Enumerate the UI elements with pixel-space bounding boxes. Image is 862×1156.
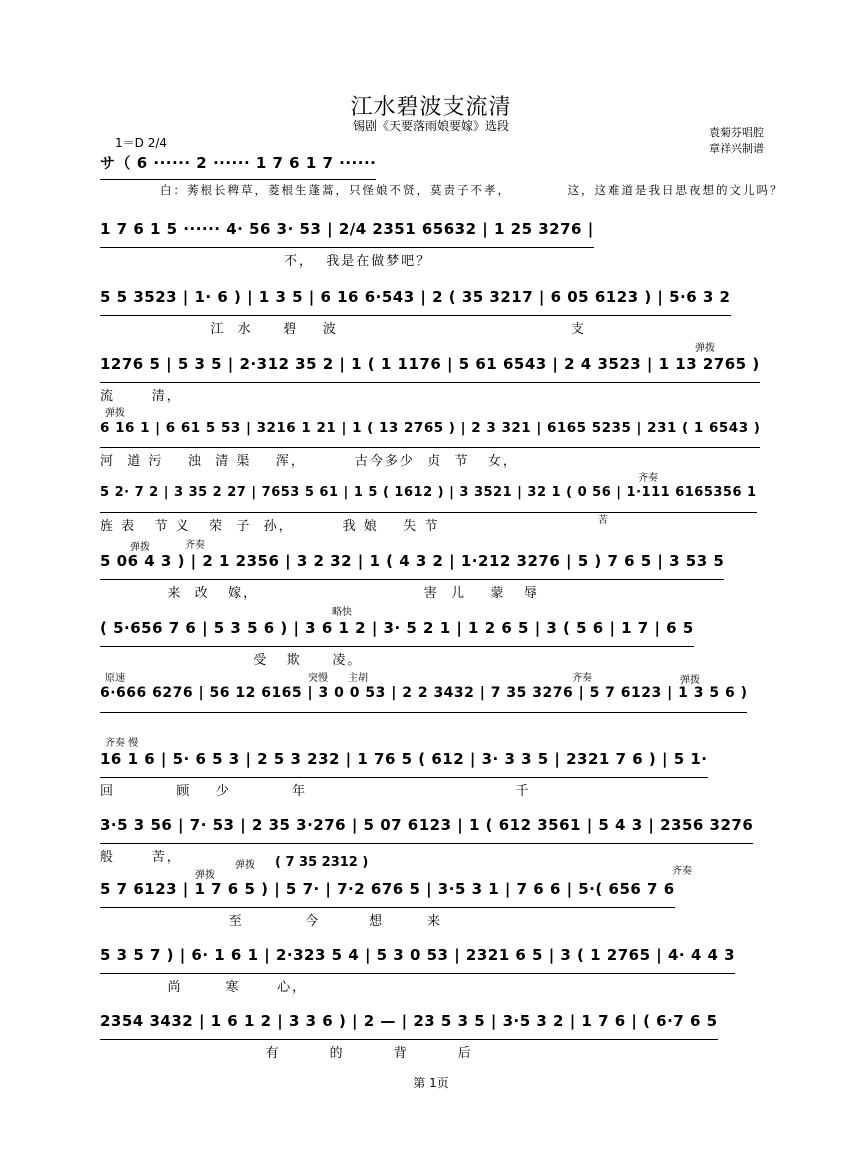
performance-mark: 主胡: [348, 673, 368, 684]
lyric-line: 受 欺 凌。: [100, 653, 363, 668]
lyric-line: 至 今 想 来: [100, 914, 443, 929]
performance-mark: 弹拨: [130, 542, 150, 553]
notation-line: 5 2· 7 2 | 3 35 2 27 | 7653 5 61 | 1 5 ( 1612 ) | 3 3521 | 32 1 ( 0 56 | 1·111 6165356 1: [100, 485, 757, 513]
performance-mark: 齐奏: [572, 673, 592, 684]
performance-mark: 弹拨: [235, 860, 255, 871]
lyric-line: 尚 寒 心，: [100, 980, 308, 995]
lyric-line: 河 道 污 浊 清 渠 浑， 古今多少 贞 节 女，: [100, 454, 518, 469]
notation-line: ( 5·656 7 6 | 5 3 5 6 ) | 3 6 1 2 | 3· 5 2 1 | 1 2 6 5 | 3 ( 5 6 | 1 7 | 6 5: [100, 619, 694, 647]
performance-mark: 齐奏: [672, 866, 692, 877]
performance-mark: 苦: [598, 515, 608, 526]
performance-mark: 弹拨: [695, 343, 715, 354]
notation-line: 6·666 6276 | 56 12 6165 | 3 0 0 53 | 2 2 3432 | 7 35 3276 | 5 7 6123 | 1 3 5 6 ): [100, 685, 747, 713]
performance-mark: 齐奏: [638, 473, 658, 484]
performance-mark: 突慢: [308, 673, 328, 684]
lyric-line: 流 清，: [100, 389, 182, 404]
notation-line: 5 06 4 3 ) | 2 1 2356 | 3 2 32 | 1 ( 4 3 2 | 1·212 3276 | 5 ) 7 6 5 | 3 53 5: [100, 552, 724, 580]
performance-mark: 略快: [332, 607, 352, 618]
lyric-line: 回 顾 少 年 千: [100, 784, 531, 799]
performance-mark: ( 7 35 2312 ): [275, 855, 369, 870]
lyric-line: 白：莠根长稗草，菱根生蓬蒿，只怪娘不贤，莫责子不孝， 这，这难道是我日思夜想的文儿吗？: [160, 183, 784, 197]
lyric-line: 般 苦，: [100, 850, 182, 865]
performance-mark: 原速: [105, 673, 125, 684]
notation-line: 1276 5 | 5 3 5 | 2·312 35 2 | 1 ( 1 1176 | 5 61 6543 | 2 4 3523 | 1 13 2765 ): [100, 355, 760, 383]
performance-mark: 弹拨: [105, 408, 125, 419]
song-title: 江水碧波支流清: [350, 95, 512, 120]
notation-line: 5 7 6123 | 1 7 6 5 ) | 5 7· | 7·2 676 5 | 3·5 3 1 | 7 6 6 | 5·( 656 7 6: [100, 880, 675, 908]
key-signature: 1＝D 2/4: [115, 136, 168, 150]
performance-mark: 齐奏: [185, 540, 205, 551]
lyric-line: 旌 表 节 义 荣 子 孙， 我 娘 失 节: [100, 519, 440, 534]
notation-line: 1 7 6 1 5 ······ 4· 56 3· 53 | 2/4 2351 65632 | 1 25 3276 |: [100, 220, 594, 248]
transcriber-credit: 章祥兴制谱: [709, 142, 764, 155]
lyric-line: 有 的 背 后: [100, 1046, 473, 1061]
singer-credit: 袁菊芬唱腔: [709, 126, 764, 139]
performance-mark: 弹拨: [195, 870, 215, 881]
notation-line: 6 16 1 | 6 61 5 53 | 3216 1 21 | 1 ( 13 2765 ) | 2 3 321 | 6165 5235 | 231 ( 1 6543 ): [100, 420, 760, 448]
lyric-line: 江 水 碧 波 支: [100, 322, 586, 337]
page-number: 第 1页: [413, 1076, 449, 1090]
lyric-line: 来 改 嫁， 害 儿 蒙 辱: [100, 586, 539, 601]
notation-line: 5 5 3523 | 1· 6 ) | 1 3 5 | 6 16 6·543 | 2 ( 35 3217 | 6 05 6123 ) | 5·6 3 2: [100, 288, 731, 316]
performance-mark: 齐奏 慢: [105, 738, 139, 749]
notation-line: サ（ 6 ······ 2 ······ 1 7 6 1 7 ······: [100, 152, 376, 180]
notation-line: 2354 3432 | 1 6 1 2 | 3 3 6 ) | 2 — | 23 5 3 5 | 3·5 3 2 | 1 7 6 | ( 6·7 6 5: [100, 1012, 718, 1040]
performance-mark: 弹拨: [680, 675, 700, 686]
song-subtitle: 锡剧《天要落雨娘要嫁》选段: [352, 119, 509, 133]
notation-line: 16 1 6 | 5· 6 5 3 | 2 5 3 232 | 1 76 5 ( 612 | 3· 3 3 5 | 2321 7 6 ) | 5 1·: [100, 750, 708, 778]
notation-line: 3·5 3 56 | 7· 53 | 2 35 3·276 | 5 07 6123 | 1 ( 612 3561 | 5 4 3 | 2356 3276: [100, 816, 753, 844]
lyric-line: 不， 我是在做梦吧？: [100, 254, 432, 269]
notation-line: 5 3 5 7 ) | 6· 1 6 1 | 2·323 5 4 | 5 3 0 53 | 2321 6 5 | 3 ( 1 2765 | 4· 4 4 3: [100, 946, 735, 974]
